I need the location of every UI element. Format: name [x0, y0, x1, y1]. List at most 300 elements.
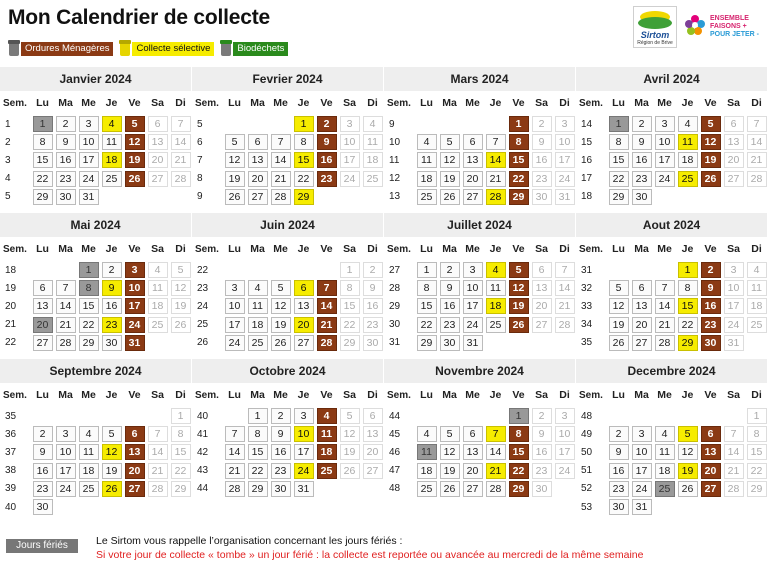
week-number: 31 [581, 264, 593, 276]
weekday-header: Ma [58, 389, 73, 401]
weekend-day: 25 [747, 317, 767, 333]
day-slot [553, 297, 576, 315]
legend-label-selective: Collecte sélective [132, 42, 214, 56]
calendar-day: 5 [440, 426, 460, 442]
selective-collection-day: 15 [294, 152, 314, 168]
day-slot [246, 297, 269, 315]
day-slot [553, 334, 576, 352]
weekend-day: 8 [340, 280, 360, 296]
day-slot [315, 115, 338, 133]
week-row [384, 480, 576, 498]
selective-collection-day: 10 [294, 426, 314, 442]
day-slot [507, 443, 530, 461]
weekday-header: Ma [442, 389, 457, 401]
day-slot [54, 334, 77, 352]
ordures-collection-day: 20 [701, 463, 721, 479]
day-slot [484, 407, 507, 425]
calendar-day: 12 [609, 298, 629, 314]
selective-collection-day: 19 [678, 463, 698, 479]
weekday-header: Ve [512, 97, 525, 109]
day-slot [223, 443, 246, 461]
weekend-day: 25 [363, 171, 383, 187]
day-slot [484, 188, 507, 206]
calendar-day: 25 [417, 189, 437, 205]
weekday-header: Je [297, 97, 310, 109]
ordures-collection-day: 12 [701, 134, 721, 150]
day-slot [415, 279, 438, 297]
day-slot [438, 480, 461, 498]
calendar-day: 17 [632, 463, 652, 479]
day-slot [553, 151, 576, 169]
calendar-day: 29 [33, 189, 53, 205]
week-row [0, 425, 192, 443]
week-row [576, 334, 768, 352]
day-slot [607, 334, 630, 352]
week-number: 36 [5, 428, 17, 440]
holiday-legend-badge: Jours fériés [6, 539, 78, 553]
calendar-day: 16 [609, 463, 629, 479]
day-slot [438, 279, 461, 297]
selective-collection-day: 26 [102, 481, 122, 497]
ordures-collection-day: 16 [701, 298, 721, 314]
day-slot [461, 316, 484, 334]
weekend-day: 22 [340, 317, 360, 333]
calendar-day: 28 [486, 481, 506, 497]
weekend-day: 14 [148, 444, 168, 460]
sirtom-logo-name: Sirtom [640, 30, 670, 40]
holiday-notice-line1: Le Sirtom vous rappelle l’organisation concernant les jours fériés : [96, 535, 403, 547]
weekday-header: Di [559, 97, 570, 109]
week-number: 39 [5, 483, 17, 495]
weekend-day: 17 [340, 152, 360, 168]
weekend-day: 13 [148, 134, 168, 150]
weekday-header: Di [751, 389, 762, 401]
week-row [576, 425, 768, 443]
day-slot [31, 480, 54, 498]
ordures-collection-day: 6 [701, 426, 721, 442]
ordures-collection-day: 2 [701, 262, 721, 278]
day-slot [169, 115, 192, 133]
day-slot [338, 425, 361, 443]
weekday-header: Je [681, 97, 694, 109]
day-slot [100, 261, 123, 279]
day-slot [269, 443, 292, 461]
calendar-day: 22 [33, 171, 53, 187]
calendar-day: 17 [294, 444, 314, 460]
weekday-header-row [576, 383, 768, 407]
weekday-header: Je [105, 389, 118, 401]
calendar-day: 14 [225, 444, 245, 460]
day-slot [338, 115, 361, 133]
weekday-header: Ma [58, 243, 73, 255]
weekday-header: Lu [612, 389, 625, 401]
calendar-day: 28 [655, 335, 675, 351]
calendar-day: 24 [56, 481, 76, 497]
selective-collection-day: 20 [294, 317, 314, 333]
calendar-day: 6 [248, 134, 268, 150]
day-slot [484, 133, 507, 151]
day-slot [269, 297, 292, 315]
day-slot [676, 115, 699, 133]
week-number: 30 [389, 319, 401, 331]
calendar-day: 16 [33, 463, 53, 479]
calendar-day: 10 [463, 280, 483, 296]
weekend-day: 28 [747, 171, 767, 187]
day-slot [146, 316, 169, 334]
week-number: 40 [5, 501, 17, 513]
day-slot [223, 407, 246, 425]
day-slot [676, 443, 699, 461]
weekend-day: 16 [532, 444, 552, 460]
week-number: 18 [5, 264, 17, 276]
day-slot [223, 133, 246, 151]
day-slot [530, 297, 553, 315]
day-slot [415, 133, 438, 151]
weekend-day: 30 [532, 189, 552, 205]
week-row [384, 425, 576, 443]
day-slot [146, 425, 169, 443]
weekday-header: Lu [612, 97, 625, 109]
calendar-grid [0, 67, 768, 514]
weekend-day: 24 [555, 463, 575, 479]
calendar-day: 30 [33, 499, 53, 515]
ordures-collection-day: 13 [701, 444, 721, 460]
weekday-header: Ma [634, 97, 649, 109]
day-slot [484, 480, 507, 498]
weekday-header: Di [175, 389, 186, 401]
calendar-day: 2 [609, 426, 629, 442]
day-slot [169, 170, 192, 188]
day-slot [507, 261, 530, 279]
day-slot [699, 334, 722, 352]
day-slot [246, 480, 269, 498]
day-slot [653, 443, 676, 461]
month-block [192, 67, 384, 213]
weekend-day: 17 [555, 444, 575, 460]
calendar-day: 8 [417, 280, 437, 296]
day-slot [338, 279, 361, 297]
calendar-day: 8 [678, 280, 698, 296]
day-slot [100, 115, 123, 133]
day-slot [530, 188, 553, 206]
weekday-header-row [384, 91, 576, 115]
calendar-day: 5 [271, 280, 291, 296]
day-slot [338, 151, 361, 169]
day-slot [630, 425, 653, 443]
month-title: Juillet 2024 [384, 213, 576, 237]
calendar-day: 5 [609, 280, 629, 296]
selective-collection-day: 28 [486, 189, 506, 205]
weekend-day: 4 [747, 262, 767, 278]
week-row [192, 425, 384, 443]
day-slot [484, 297, 507, 315]
weekday-header: Ma [634, 243, 649, 255]
calendar-day: 2 [102, 262, 122, 278]
day-slot [438, 407, 461, 425]
calendar-day: 13 [294, 298, 314, 314]
calendar-day: 19 [102, 463, 122, 479]
week-row [0, 316, 192, 334]
day-slot [292, 115, 315, 133]
day-slot [607, 133, 630, 151]
weekend-day: 30 [363, 335, 383, 351]
selective-collection-day: 21 [486, 463, 506, 479]
week-number: 26 [197, 337, 209, 349]
day-slot [530, 407, 553, 425]
day-slot [438, 151, 461, 169]
week-number: 49 [581, 428, 593, 440]
day-slot [699, 443, 722, 461]
calendar-day: 17 [79, 152, 99, 168]
weekend-day: 15 [747, 444, 767, 460]
day-slot [54, 316, 77, 334]
weekday-header: Lu [228, 97, 241, 109]
weekday-header: Ve [128, 97, 141, 109]
calendar-day: 23 [56, 171, 76, 187]
weekend-day: 3 [555, 408, 575, 424]
day-slot [653, 407, 676, 425]
calendar-day: 30 [56, 189, 76, 205]
day-slot [146, 443, 169, 461]
day-slot [722, 151, 745, 169]
day-slot [530, 115, 553, 133]
week-row [384, 170, 576, 188]
month-block [384, 67, 576, 213]
day-slot [123, 425, 146, 443]
weekend-day: 7 [724, 426, 744, 442]
day-slot [269, 261, 292, 279]
day-slot [100, 407, 123, 425]
week-number: 32 [581, 282, 593, 294]
day-slot [461, 297, 484, 315]
calendar-day: 28 [225, 481, 245, 497]
day-slot [31, 133, 54, 151]
ordures-collection-day: 15 [509, 152, 529, 168]
week-number: 4 [5, 173, 11, 185]
day-slot [315, 151, 338, 169]
day-slot [77, 115, 100, 133]
week-row [0, 498, 192, 516]
calendar-day: 7 [225, 426, 245, 442]
day-slot [77, 498, 100, 516]
week-row [0, 443, 192, 461]
calendar-day: 18 [417, 463, 437, 479]
week-number: 45 [389, 428, 401, 440]
day-slot [507, 407, 530, 425]
week-row [192, 133, 384, 151]
calendar-day: 4 [678, 116, 698, 132]
day-slot [553, 407, 576, 425]
ordures-collection-day: 22 [509, 171, 529, 187]
week-row [384, 279, 576, 297]
calendar-day: 26 [440, 481, 460, 497]
week-number: 51 [581, 465, 593, 477]
calendar-day: 31 [294, 481, 314, 497]
month-title: Septembre 2024 [0, 359, 192, 383]
weekend-day: 27 [532, 317, 552, 333]
day-slot [676, 261, 699, 279]
calendar-day: 21 [271, 171, 291, 187]
weekend-day: 6 [363, 408, 383, 424]
weekend-day: 29 [171, 481, 191, 497]
calendar-day: 30 [632, 189, 652, 205]
weekday-header: Sa [535, 97, 548, 109]
weekend-day: 30 [532, 481, 552, 497]
day-slot [100, 480, 123, 498]
day-slot [123, 498, 146, 516]
week-row [576, 133, 768, 151]
week-number: 33 [581, 300, 593, 312]
day-slot [653, 151, 676, 169]
calendar-day: 13 [33, 298, 53, 314]
weekday-header: Ve [704, 389, 717, 401]
calendar-day: 1 [248, 408, 268, 424]
legend-item-ordures [8, 40, 113, 56]
day-slot [361, 443, 384, 461]
calendar-day: 17 [225, 317, 245, 333]
day-slot [246, 279, 269, 297]
ensemble-logo-line1: ENSEMBLE [710, 15, 749, 22]
day-slot [745, 480, 768, 498]
ordures-collection-day: 25 [317, 463, 337, 479]
day-slot [607, 443, 630, 461]
week-number: 40 [197, 410, 209, 422]
weekend-day: 16 [532, 152, 552, 168]
selective-collection-day: 18 [102, 152, 122, 168]
weekday-header: Me [657, 389, 672, 401]
calendar-day: 11 [102, 134, 122, 150]
week-number: 34 [581, 319, 593, 331]
day-slot [461, 261, 484, 279]
day-slot [100, 498, 123, 516]
ordures-collection-day: 26 [701, 171, 721, 187]
day-slot [246, 443, 269, 461]
weekend-day: 12 [171, 280, 191, 296]
day-slot [361, 334, 384, 352]
week-row [384, 115, 576, 133]
day-slot [607, 261, 630, 279]
weekday-header: Ve [704, 97, 717, 109]
day-slot [699, 297, 722, 315]
day-slot [31, 297, 54, 315]
day-slot [438, 443, 461, 461]
calendar-day: 18 [248, 317, 268, 333]
day-slot [269, 133, 292, 151]
weekday-header-row [192, 237, 384, 261]
weekday-header: Lu [420, 243, 433, 255]
weekend-day: 31 [724, 335, 744, 351]
calendar-day: 27 [632, 335, 652, 351]
day-slot [607, 316, 630, 334]
week-number: 13 [389, 191, 401, 203]
day-slot [246, 188, 269, 206]
calendar-day: 16 [56, 152, 76, 168]
weekend-day: 7 [555, 262, 575, 278]
day-slot [31, 115, 54, 133]
calendar-day: 10 [655, 134, 675, 150]
holiday-day: 8 [79, 280, 99, 296]
day-slot [338, 297, 361, 315]
day-slot [54, 151, 77, 169]
day-slot [269, 188, 292, 206]
day-slot [338, 480, 361, 498]
calendar-day: 20 [463, 171, 483, 187]
calendar-day: 12 [271, 298, 291, 314]
day-slot [653, 297, 676, 315]
day-slot [745, 151, 768, 169]
day-slot [507, 188, 530, 206]
day-slot [223, 480, 246, 498]
day-slot [361, 480, 384, 498]
weekend-day: 2 [532, 408, 552, 424]
day-slot [269, 480, 292, 498]
day-slot [169, 334, 192, 352]
calendar-day: 27 [33, 335, 53, 351]
ordures-collection-day: 23 [317, 171, 337, 187]
calendar-day: 12 [440, 444, 460, 460]
day-slot [269, 151, 292, 169]
day-slot [653, 462, 676, 480]
weekday-header: Ve [512, 243, 525, 255]
calendar-day: 3 [56, 426, 76, 442]
ordures-collection-day: 21 [317, 317, 337, 333]
day-slot [745, 498, 768, 516]
week-number: 9 [389, 118, 395, 130]
day-slot [123, 316, 146, 334]
weekend-day: 1 [171, 408, 191, 424]
weekend-day: 10 [555, 134, 575, 150]
day-slot [676, 170, 699, 188]
day-slot [630, 462, 653, 480]
month-title: Novembre 2024 [384, 359, 576, 383]
week-row [576, 316, 768, 334]
day-slot [699, 151, 722, 169]
week-row [0, 334, 192, 352]
day-slot [745, 115, 768, 133]
week-row [576, 480, 768, 498]
calendar-day: 10 [79, 134, 99, 150]
week-number: 5 [197, 118, 203, 130]
ordures-collection-day: 6 [125, 426, 145, 442]
day-slot [292, 188, 315, 206]
weekend-day: 13 [724, 134, 744, 150]
day-slot [54, 425, 77, 443]
week-row [192, 170, 384, 188]
day-slot [653, 498, 676, 516]
day-slot [607, 279, 630, 297]
calendar-day: 22 [678, 317, 698, 333]
calendar-day: 3 [79, 116, 99, 132]
day-slot [415, 407, 438, 425]
weekend-day: 7 [148, 426, 168, 442]
week-number: 35 [581, 337, 593, 349]
weekend-day: 29 [747, 481, 767, 497]
week-number: 52 [581, 483, 593, 495]
day-slot [461, 151, 484, 169]
day-slot [530, 425, 553, 443]
ordures-collection-day: 5 [701, 116, 721, 132]
weekend-day: 17 [724, 298, 744, 314]
weekday-header-row [192, 91, 384, 115]
day-slot [507, 316, 530, 334]
ordures-collection-day: 16 [317, 152, 337, 168]
day-slot [653, 279, 676, 297]
day-slot [292, 407, 315, 425]
day-slot [699, 407, 722, 425]
day-slot [77, 261, 100, 279]
calendar-day: 2 [440, 262, 460, 278]
legend-label-biodechets: Biodéchets [233, 42, 288, 56]
